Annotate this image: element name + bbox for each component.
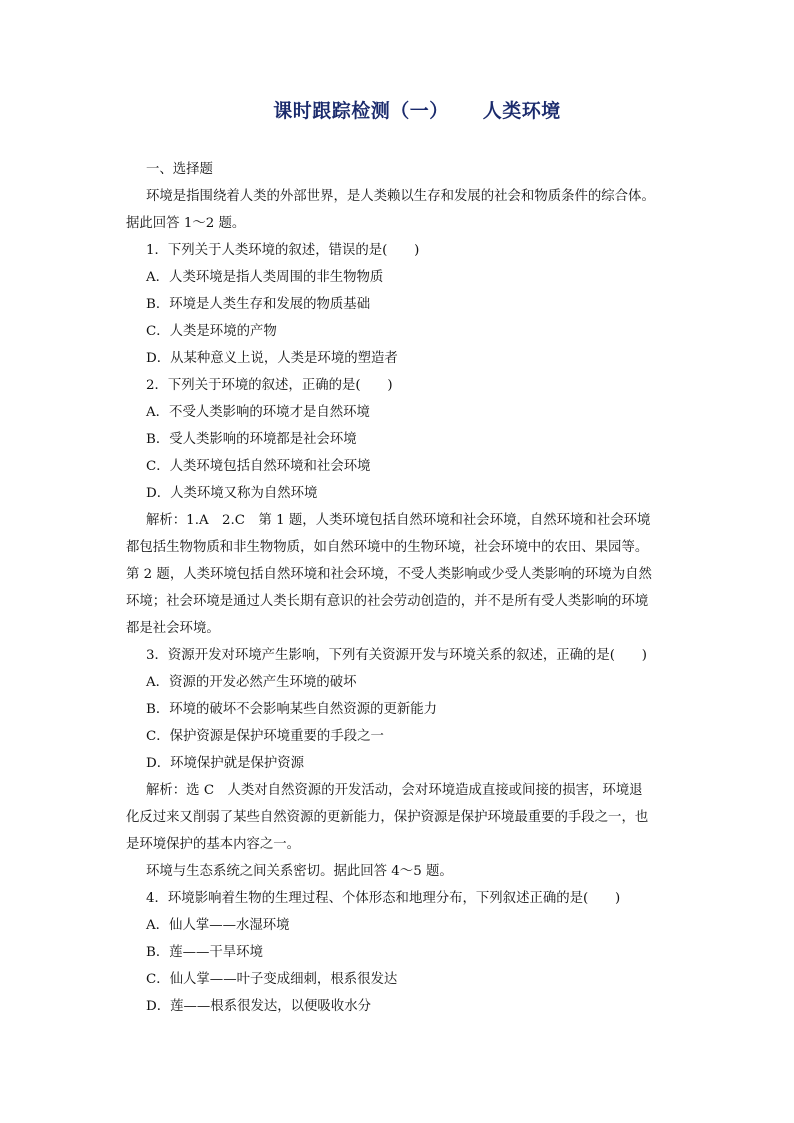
text-line: C．保护资源是保护环境重要的手段之一 xyxy=(146,729,384,744)
text-line: C．人类环境包括自然环境和社会环境 xyxy=(146,459,371,474)
text-line: B．莲——干旱环境 xyxy=(146,945,263,960)
text-line: B．环境的破坏不会影响某些自然资源的更新能力 xyxy=(146,702,438,717)
text-line: 化反过来又削弱了某些自然资源的更新能力，保护资源是保护环境最重要的手段之一，也 xyxy=(126,810,649,825)
text-line: 环境是指围绕着人类的外部世界，是人类赖以生存和发展的社会和物质条件的综合体。 xyxy=(146,189,655,204)
text-line: 解析：选 C 人类对自然资源的开发活动，会对环境造成直接或间接的损害，环境退 xyxy=(146,783,643,798)
text-line: A．不受人类影响的环境才是自然环境 xyxy=(146,405,370,420)
text-line: 都是社会环境。 xyxy=(126,621,220,636)
text-line: 环境与生态系统之间关系密切。据此回答 4～5 题。 xyxy=(146,864,453,879)
text-line: 第 2 题，人类环境包括自然环境和社会环境，不受人类影响或少受人类影响的环境为自然 xyxy=(126,567,652,582)
text-line: D．从某种意义上说，人类是环境的塑造者 xyxy=(146,351,398,366)
section-heading: 一、选择题 xyxy=(146,162,213,177)
title-main: 课时跟踪检测（一） xyxy=(273,100,449,122)
text-lines xyxy=(126,183,676,1020)
text-line: A．资源的开发必然产生环境的破坏 xyxy=(146,675,357,690)
text-line: B．环境是人类生存和发展的物质基础 xyxy=(146,297,371,312)
title-sub: 人类环境 xyxy=(482,100,561,122)
page-title xyxy=(0,96,794,123)
text-line: D．人类环境又称为自然环境 xyxy=(146,486,318,501)
text-line: 解析：1.A 2.C 第 1 题，人类环境包括自然环境和社会环境，自然环境和社会环境 xyxy=(146,513,651,528)
text-line: 2．下列关于环境的叙述，正确的是( ) xyxy=(146,378,393,393)
text-line: 是环境保护的基本内容之一。 xyxy=(126,837,301,852)
text-line: C．仙人掌——叶子变成细刺，根系很发达 xyxy=(146,972,398,987)
text-line: A．仙人掌——水湿环境 xyxy=(146,918,290,933)
text-line: 4．环境影响着生物的生理过程、个体形态和地理分布，下列叙述正确的是( ) xyxy=(146,891,621,906)
text-line: 据此回答 1～2 题。 xyxy=(126,216,246,231)
text-line: D．环境保护就是保护资源 xyxy=(146,756,305,771)
text-line: B．受人类影响的环境都是社会环境 xyxy=(146,432,357,447)
text-line: A．人类环境是指人类周围的非生物物质 xyxy=(146,270,384,285)
document-body xyxy=(126,156,676,1020)
text-line: 1．下列关于人类环境的叙述，错误的是( ) xyxy=(146,243,420,258)
text-line: 3．资源开发对环境产生影响，下列有关资源开发与环境关系的叙述，正确的是( ) xyxy=(146,648,648,663)
text-line: 环境；社会环境是通过人类长期有意识的社会劳动创造的，并不是所有受人类影响的环境 xyxy=(126,594,649,609)
text-line: 都包括生物物质和非生物物质，如自然环境中的生物环境，社会环境中的农田、果园等。 xyxy=(126,540,649,555)
text-line: D．莲——根系很发达，以便吸收水分 xyxy=(146,999,371,1014)
text-line: C．人类是环境的产物 xyxy=(146,324,277,339)
